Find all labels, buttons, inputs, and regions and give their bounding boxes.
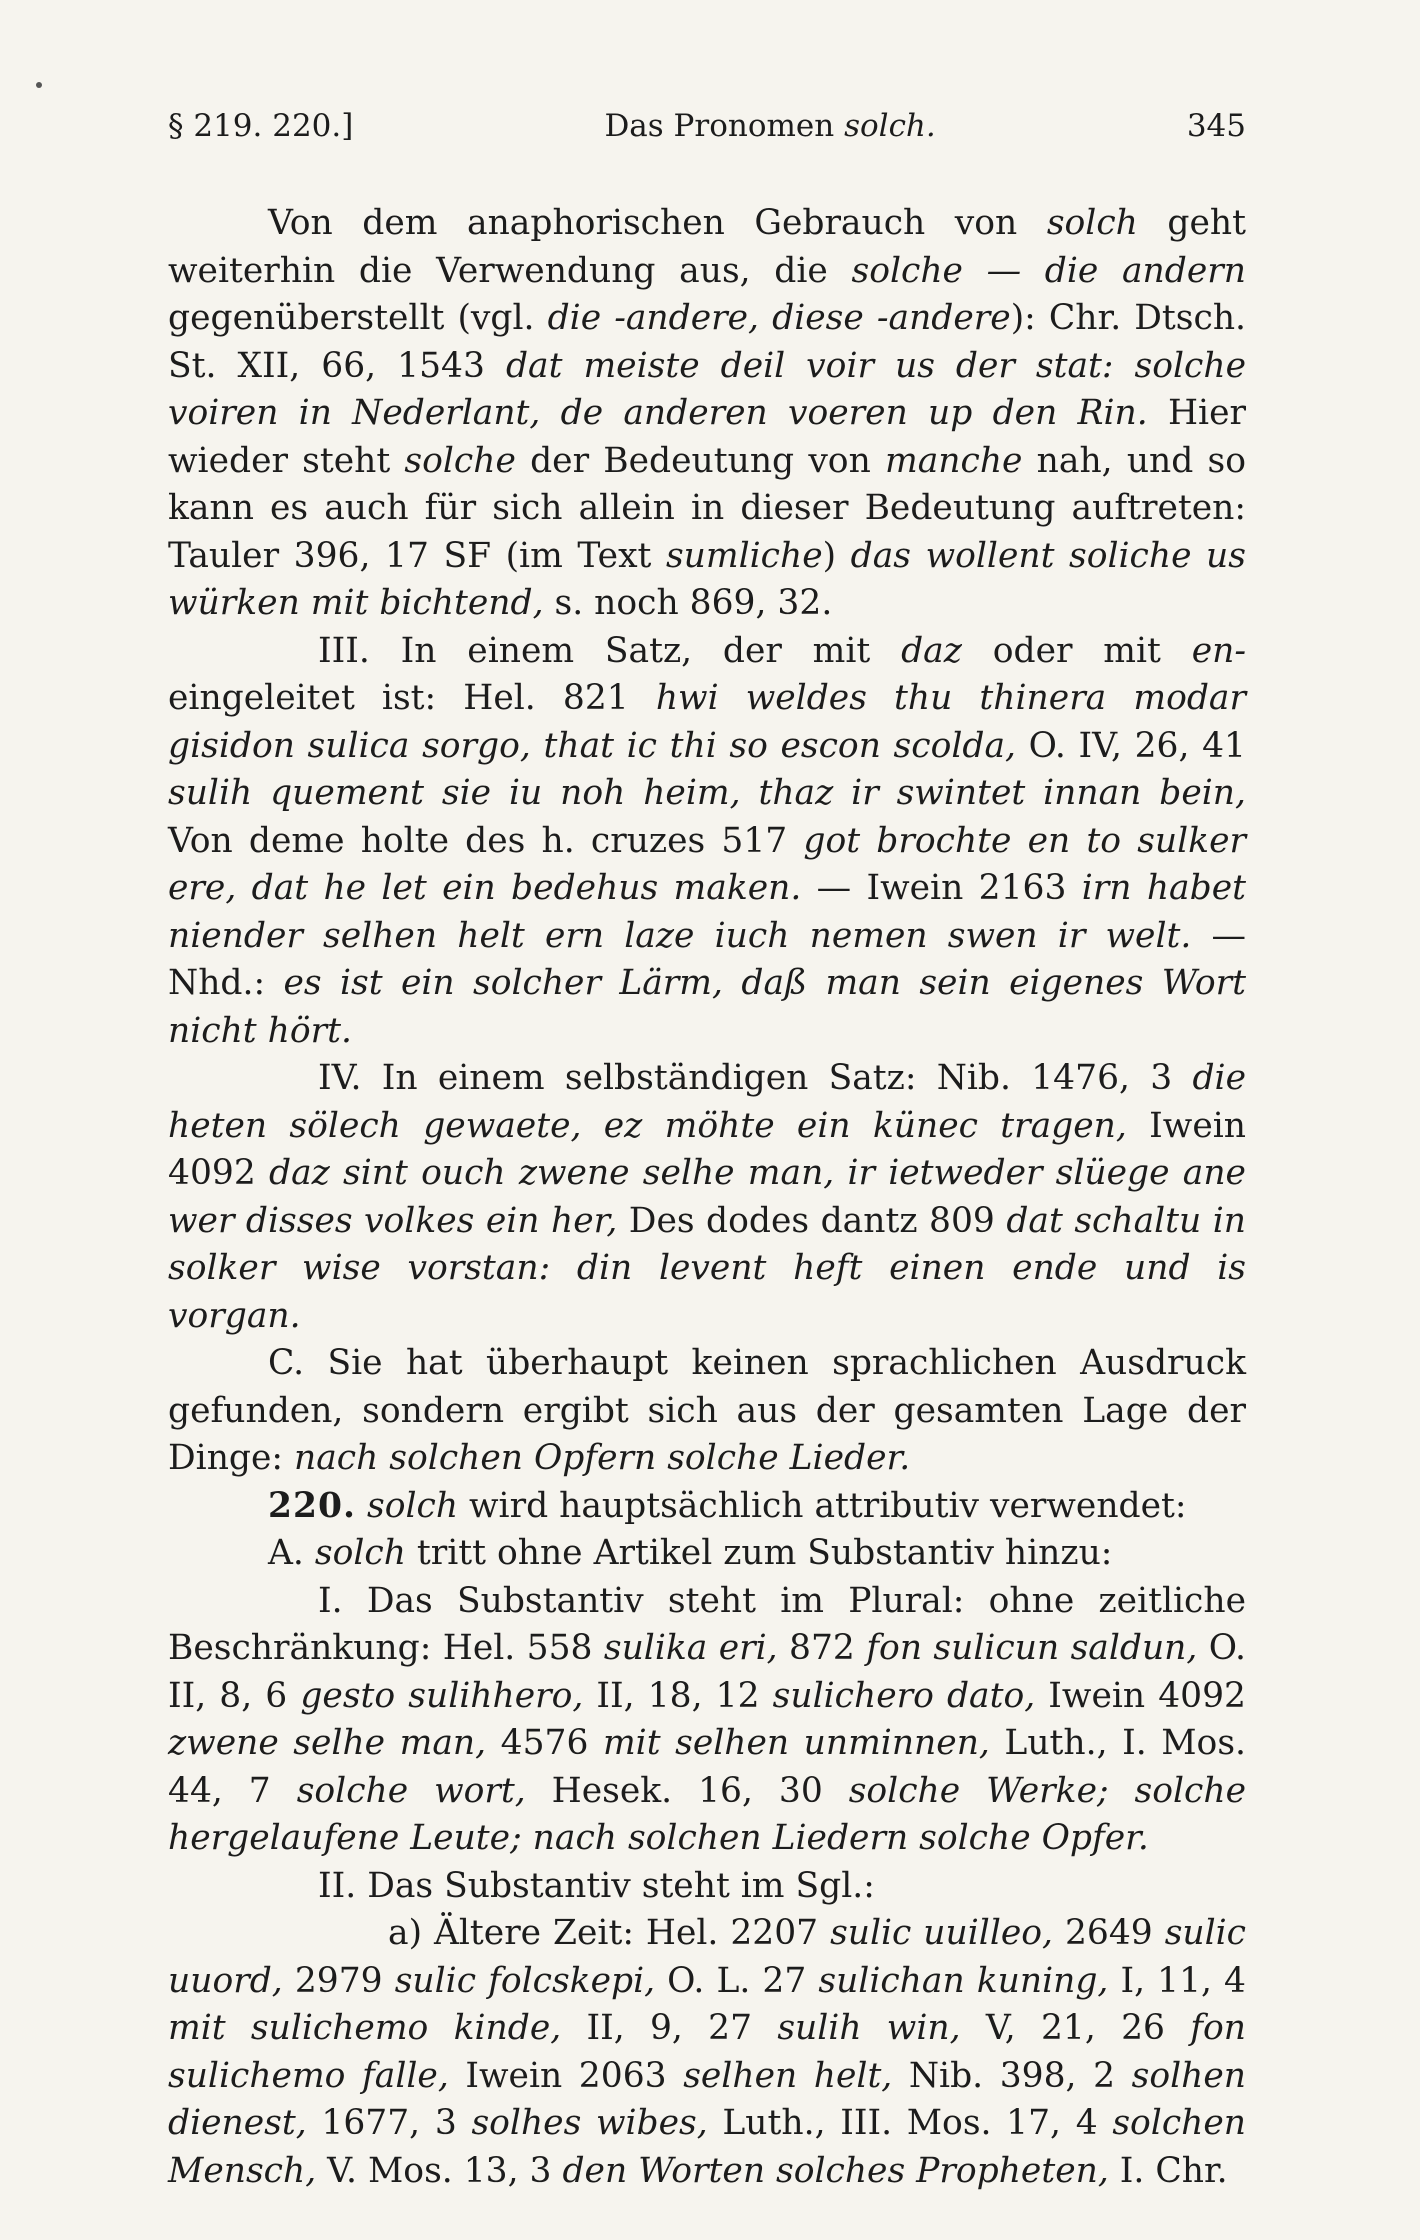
text-run: s. noch 869, 32. — [543, 583, 833, 623]
text-run: I. Chr. — [1108, 2150, 1228, 2191]
paragraph — [168, 1340, 1246, 1483]
text-run: C. Sie hat überhaupt keinen sprachlichen Ausdruck gefunden, sondern ergibt sich aus der gesamten Lage der Dinge: — [168, 1343, 1246, 1478]
italic-quote: fon sulichemo falle, — [168, 2008, 1247, 2096]
paragraph — [168, 1578, 1246, 1863]
italic-quote: die heten sölech gewaete, ez möhte ein künec tragen, — [168, 1058, 1246, 1146]
italic-quote: solchen Mensch, — [168, 2103, 1246, 2191]
italic-quote: manche — [885, 440, 1023, 481]
italic-quote: got brochte en to sulker ere, dat he let ein bedehus maken. — [168, 820, 1246, 908]
text-run: V, 21, 26 — [960, 2008, 1191, 2048]
italic-quote: solche — die andern — [851, 250, 1246, 291]
italic-quote: gesto sulihhero, — [300, 1675, 584, 1716]
running-header — [168, 108, 1246, 156]
text-run: 4576 — [486, 1723, 603, 1763]
paragraph — [168, 1055, 1246, 1340]
text-run: Iwein 4092 — [168, 1105, 1246, 1193]
italic-quote: nach solchen Opfern solche Lieder. — [294, 1438, 911, 1478]
text-run: eingeleitet ist: Hel. 821 — [168, 678, 656, 718]
text-run: II, 9, 27 — [561, 2008, 778, 2048]
text-run: 2979 — [282, 1960, 395, 2001]
text-run: Iwein 2063 — [448, 2055, 684, 2096]
italic-quote: dat schaltu in solker wise vorstan: din levent heft einen ende und is vorgan. — [168, 1200, 1246, 1336]
italic-quote: selhen helt, — [683, 2055, 893, 2096]
text-run: Luth., III. Mos. 17, 4 — [707, 2103, 1113, 2143]
scan-speck — [36, 82, 42, 88]
text-run: 1677, 3 — [306, 2103, 472, 2143]
text-run: a) Ältere Zeit: Hel. 2207 — [388, 1913, 831, 1953]
text-run: I, 11, 4 — [1108, 1960, 1247, 2001]
italic-quote: en- — [1191, 630, 1246, 671]
italic-quote: sumliche — [665, 535, 823, 576]
text-run: tritt ohne Artikel zum Substantiv hinzu: — [405, 1533, 1113, 1573]
text-run: Des dodes dantz 809 — [617, 1200, 1007, 1241]
italic-quote: sulichan kuning, — [818, 1960, 1109, 2001]
italic-quote: das wollent soliche us würken mit bichtend, — [168, 535, 1246, 623]
paragraph — [168, 1910, 1246, 2195]
text-run: Nib. 398, 2 — [892, 2055, 1132, 2096]
text-run: Luth., I. Mos. 44, 7 — [168, 1723, 1246, 1811]
text-run: III. In einem Satz, der mit — [318, 630, 902, 671]
italic-quote: solhes wibes, — [471, 2103, 708, 2143]
italic-quote: daz — [901, 630, 962, 671]
italic-quote: solch — [314, 1533, 406, 1573]
italic-quote: solch — [1046, 203, 1138, 243]
page-number: 345 — [1186, 108, 1246, 144]
italic-quote: hwi weldes thu thinera modar gisidon sulica sorgo, that ic thi so escon scolda, — [168, 678, 1246, 766]
text-run: Von dem anaphorischen Gebrauch von — [268, 203, 1047, 243]
text-run: — Iwein 2163 — [801, 868, 1082, 908]
text-run: A. — [268, 1533, 315, 1573]
text-run: V. Mos. 13, 3 — [316, 2150, 563, 2191]
italic-quote: sulih quement sie iu noh heim, thaz ir swintet innan bein, — [168, 773, 1246, 813]
text-run: nah, und so kann es auch für sich allein in dieser Bedeutung auftreten: Tauler 396, 17 SF (im Text — [168, 440, 1246, 576]
italic-quote: zwene selhe man, — [168, 1723, 487, 1763]
book-page — [168, 108, 1246, 2195]
section-number: 220. — [268, 1485, 357, 1526]
italic-quote: die -andere, diese -andere — [547, 298, 1011, 338]
text-run: der Bedeutung von — [515, 440, 885, 481]
text-run: O. IV, 26, 41 — [1016, 725, 1246, 766]
italic-quote: solch — [367, 1485, 459, 1526]
text-run: I. Das Substantiv steht im Plural: ohne zeitliche Beschränkung: Hel. 558 — [168, 1580, 1246, 1668]
page-body — [168, 200, 1246, 2195]
text-run: Hier wieder steht — [168, 393, 1246, 481]
text-run: wird hauptsächlich attributiv verwendet: — [458, 1485, 1187, 1526]
paragraph — [168, 1863, 1246, 1911]
text-run: Hesek. 16, 30 — [525, 1770, 849, 1811]
text-run: II. Das Substantiv steht im Sgl.: — [318, 1865, 875, 1906]
text-run: IV. In einem selbständigen Satz: Nib. 1476, 3 — [318, 1058, 1193, 1098]
text-run: II, 18, 12 — [583, 1675, 773, 1716]
text-run — [356, 1486, 367, 1526]
italic-quote: fon sulicun saldun, — [866, 1628, 1198, 1668]
running-title: Das Pronomen solch. — [604, 108, 936, 144]
text-run: Iwein 4092 — [1035, 1675, 1247, 1716]
italic-quote: den Worten solches Propheten, — [562, 2150, 1109, 2191]
text-run: O. L. 27 — [655, 1960, 819, 2001]
italic-quote: solche — [404, 440, 516, 481]
italic-quote: solche Werke; solche hergelaufene Leute; nach solchen Liedern solche Opfer. — [168, 1770, 1247, 1858]
italic-quote: solche wort, — [296, 1770, 526, 1811]
italic-quote: mit sulichemo kinde, — [168, 2008, 562, 2048]
italic-quote: sulika eri, — [603, 1628, 778, 1668]
italic-quote: daz sint ouch zwene selhe man, ir ietweder slüege ane wer disses volkes ein her, — [168, 1153, 1246, 1241]
italic-quote: sulic uuord, — [168, 1913, 1247, 2001]
italic-quote: es ist ein solcher Lärm, daß man sein eigenes Wort nicht hört. — [168, 963, 1246, 1051]
text-run: O. II, 8, 6 — [168, 1628, 1246, 1716]
paragraph — [168, 1530, 1246, 1578]
text-run: oder mit — [961, 630, 1192, 671]
paragraph — [168, 628, 1246, 1056]
section-reference: § 219. 220.] — [168, 108, 354, 144]
italic-quote: sulic uuilleo, — [830, 1913, 1054, 1953]
italic-quote: irn habet niender selhen helt ern laze iuch nemen swen ir welt. — [168, 868, 1246, 956]
italic-quote: sulih win, — [777, 2008, 961, 2048]
text-run: ) — [822, 535, 851, 576]
text-run: ): Chr. Dtsch. St. XII, 66, 1543 — [168, 298, 1246, 386]
italic-quote: solhen dienest, — [168, 2055, 1247, 2143]
text-run: 872 — [777, 1628, 867, 1668]
text-run: geht weiterhin die Verwendung aus, die — [168, 203, 1246, 291]
paragraph — [168, 1483, 1246, 1531]
text-run: Von deme holte des h. cruzes 517 — [168, 820, 804, 861]
italic-quote: sulic folcskepi, — [394, 1960, 656, 2001]
text-run: — Nhd.: — [168, 915, 1247, 1003]
text-run: gegenüberstellt (vgl. — [168, 298, 548, 338]
italic-quote: dat meiste deil voir us der stat: solche voiren in Nederlant, de anderen voeren up den Rin. — [168, 345, 1246, 433]
italic-quote: sulichero dato, — [772, 1675, 1036, 1716]
paragraph — [168, 200, 1246, 628]
text-run: 2649 — [1053, 1913, 1165, 1953]
italic-quote: mit selhen unminnen, — [602, 1723, 990, 1763]
